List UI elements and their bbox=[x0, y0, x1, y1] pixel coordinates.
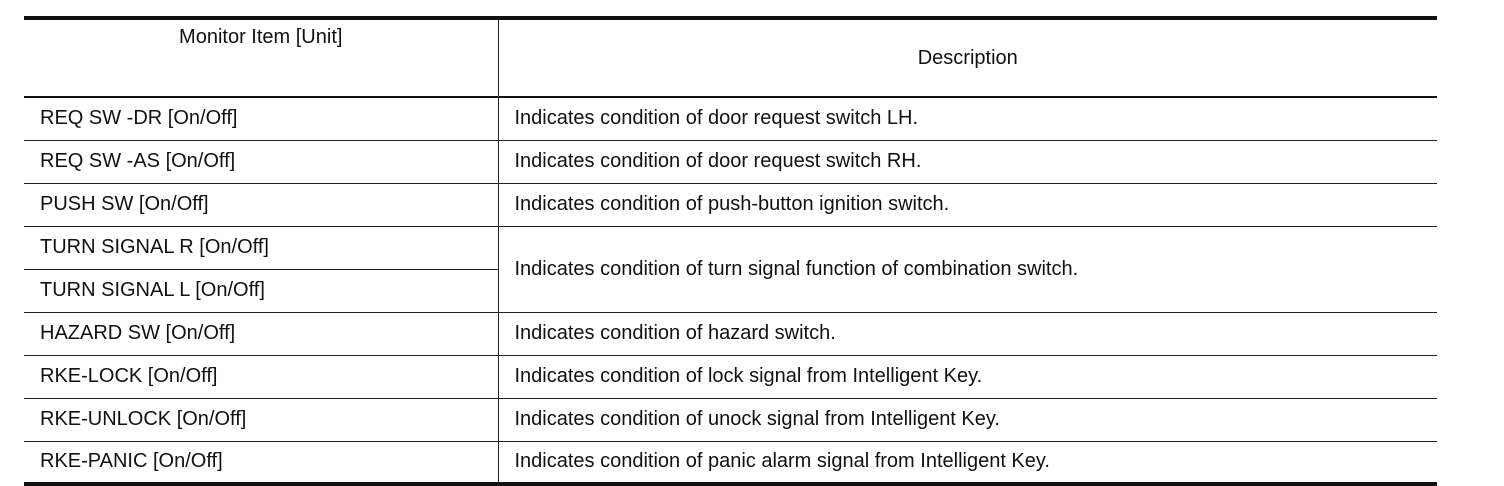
column-header-description: Description bbox=[498, 18, 1437, 97]
monitor-item-cell: RKE-LOCK [On/Off] bbox=[24, 355, 498, 398]
table-row bbox=[24, 226, 1437, 269]
table-row bbox=[24, 140, 1437, 183]
description-cell: Indicates condition of panic alarm signal from Intelligent Key. bbox=[498, 441, 1437, 484]
table-row bbox=[24, 183, 1437, 226]
monitor-item-cell: HAZARD SW [On/Off] bbox=[24, 312, 498, 355]
column-header-monitor-item: Monitor Item [Unit] bbox=[24, 18, 498, 97]
table-row bbox=[24, 441, 1437, 484]
description-cell: Indicates condition of door request switch LH. bbox=[498, 97, 1437, 140]
description-cell: Indicates condition of push-button ignition switch. bbox=[498, 183, 1437, 226]
description-cell: Indicates condition of door request switch RH. bbox=[498, 140, 1437, 183]
description-cell: Indicates condition of lock signal from Intelligent Key. bbox=[498, 355, 1437, 398]
description-cell: Indicates condition of turn signal function of combination switch. bbox=[498, 226, 1437, 312]
table-row bbox=[24, 355, 1437, 398]
description-cell: Indicates condition of hazard switch. bbox=[498, 312, 1437, 355]
description-cell: Indicates condition of unock signal from Intelligent Key. bbox=[498, 398, 1437, 441]
monitor-item-cell: TURN SIGNAL R [On/Off] bbox=[24, 226, 498, 269]
monitor-item-cell: REQ SW -AS [On/Off] bbox=[24, 140, 498, 183]
monitor-item-cell: REQ SW -DR [On/Off] bbox=[24, 97, 498, 140]
table-header-row bbox=[24, 18, 1437, 97]
monitor-item-cell: RKE-PANIC [On/Off] bbox=[24, 441, 498, 484]
table-row bbox=[24, 398, 1437, 441]
monitor-item-cell: TURN SIGNAL L [On/Off] bbox=[24, 269, 498, 312]
monitor-item-cell: PUSH SW [On/Off] bbox=[24, 183, 498, 226]
table-row bbox=[24, 312, 1437, 355]
monitor-item-cell: RKE-UNLOCK [On/Off] bbox=[24, 398, 498, 441]
monitor-item-table bbox=[24, 16, 1437, 486]
table-row bbox=[24, 97, 1437, 140]
monitor-item-table-container bbox=[24, 16, 1437, 486]
